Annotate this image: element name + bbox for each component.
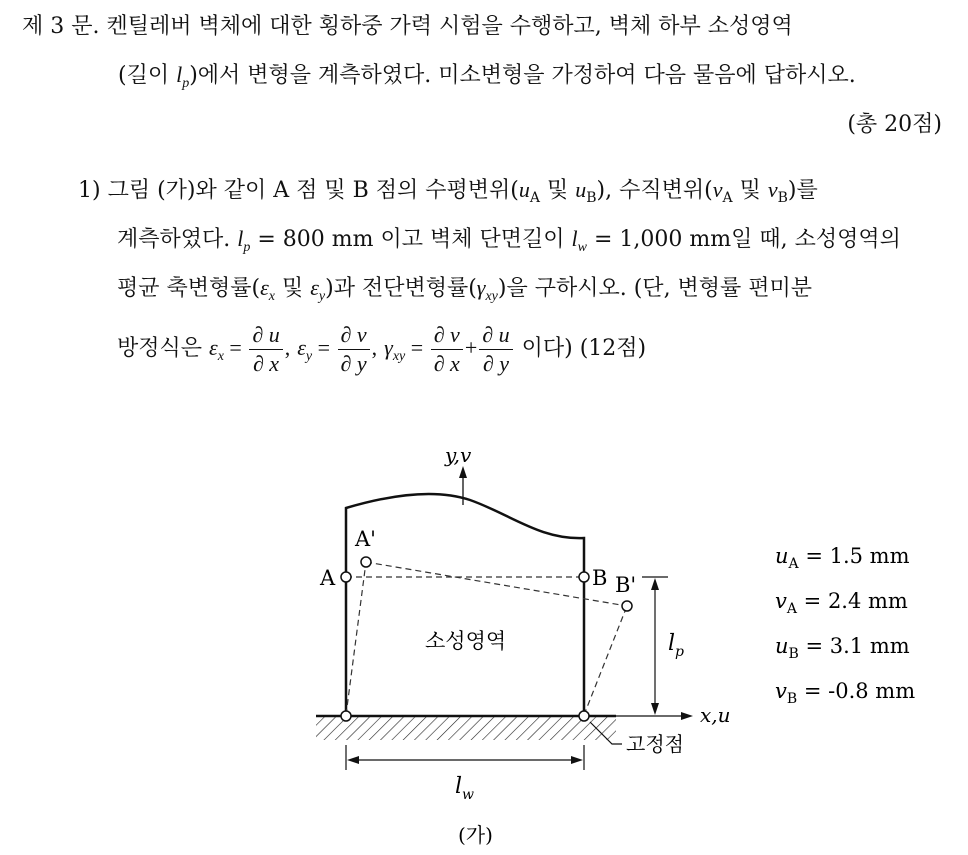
numerator: ∂ v [431, 321, 463, 350]
ground-hatch [316, 716, 616, 740]
text: 방정식은 [117, 336, 210, 361]
wall-outline [346, 494, 584, 715]
lp-sub: p [675, 644, 685, 660]
base-point-left [341, 711, 351, 721]
lp-var: l [668, 631, 676, 656]
point-A [341, 572, 351, 582]
text: 및 [732, 178, 768, 203]
text: )에서 변형을 계측하였다. 미소변형을 가정하여 다음 물음에 답하시오. [189, 63, 856, 88]
eq-epsilon-x: $\varepsilon_x$ = $\frac{\partial u}{\partial x}$ , [209, 322, 291, 377]
var: ε [209, 335, 218, 360]
sub: A [529, 190, 540, 206]
lw-label [455, 774, 474, 803]
denominator: ∂ y [340, 351, 367, 377]
text: )을 구하시오. (단, 변형률 편미분 [497, 276, 813, 301]
sub: A [788, 556, 799, 572]
var: ε [260, 275, 269, 300]
denominator: ∂ x [252, 351, 280, 377]
denominator: ∂ y [482, 351, 509, 377]
var: u [518, 177, 530, 202]
lp-var: l [176, 62, 183, 87]
sub: B [777, 190, 788, 206]
text: 그림 (가)와 같이 A 점 및 B 점의 수평변위( [107, 178, 519, 203]
numerator: ∂ u [479, 321, 512, 350]
var: l [237, 226, 244, 251]
sub: p [243, 240, 251, 255]
numerator: ∂ u [249, 321, 282, 350]
text: 평균 축변형률( [117, 276, 261, 301]
lp-label [668, 631, 684, 660]
text: 계측하였다. [117, 227, 238, 252]
var: v [767, 177, 778, 202]
val: = 1.5 mm [798, 544, 910, 568]
lw-sub: w [462, 787, 475, 803]
var: ε [297, 335, 306, 360]
base-point-right [579, 711, 589, 721]
text: )를 [787, 178, 818, 203]
eq-gamma-xy: $\gamma_{xy}$ = $\frac{\partial v}{\partial x}$ + $\frac{\partial u}{\partial y}$ [384, 335, 514, 360]
numerator: ∂ v [338, 321, 370, 350]
uB-value [775, 634, 910, 662]
text: = 1,000 mm일 때, 소성영역의 [586, 227, 901, 252]
sub: B [586, 190, 597, 206]
val: = 2.4 mm [797, 589, 908, 613]
val: = -0.8 mm [797, 679, 916, 703]
sub: x [217, 349, 224, 364]
text: 이다) (12점) [521, 336, 647, 361]
var: u [775, 544, 789, 568]
problem-text-1: 켄틸레버 벽체에 대한 횡하중 가력 시험을 수행하고, 벽체 하부 소성영역 [106, 14, 793, 39]
text: 및 [274, 276, 311, 301]
text: ), 수직변위( [596, 178, 713, 203]
label-B: B [592, 566, 608, 590]
text: = 800 mm 이고 벽체 단면길이 [250, 227, 572, 252]
label-A-prime: A' [355, 527, 376, 551]
var: l [571, 226, 578, 251]
displacement-values [775, 544, 915, 707]
point-B [579, 572, 589, 582]
lp-arrow-top [651, 578, 659, 590]
sub: B [786, 691, 798, 707]
plastic-region-label: 소성영역 [425, 629, 507, 653]
var: v [775, 679, 787, 703]
sub: xy [485, 289, 498, 304]
sub: A [786, 601, 797, 617]
label-A: A [320, 566, 336, 590]
fixed-point-label: 고정점 [626, 732, 684, 756]
sub: y [318, 289, 326, 304]
sub: A [722, 190, 733, 206]
dashed-A'B' [366, 562, 627, 606]
lw-var: l [455, 774, 463, 799]
var: v [712, 177, 723, 202]
dashed-right-deformed [584, 606, 627, 715]
lp-arrow-bottom [651, 703, 659, 715]
y-axis-label: y,v [445, 443, 472, 467]
sub: w [577, 240, 587, 255]
sub: xy [392, 349, 406, 364]
lw-arrow-left [347, 756, 359, 764]
point-A-prime [361, 557, 371, 567]
sub: B [788, 646, 799, 662]
text: 및 [540, 178, 576, 203]
var: γ [476, 275, 486, 300]
var: ε [310, 275, 319, 300]
text: (길이 [118, 63, 177, 88]
x-axis-arrowhead [681, 712, 693, 720]
figure-caption: (가) [458, 823, 493, 847]
eq-epsilon-y: $\varepsilon_y$ = $\frac{\partial v}{\partial y}$ , [297, 322, 378, 377]
lw-arrow-right [571, 756, 583, 764]
q1-number: 1) [78, 178, 101, 203]
vB-value [775, 679, 915, 707]
point-B-prime [622, 601, 632, 611]
problem-number: 제 3 문. [22, 14, 100, 39]
label-B-prime: B' [615, 573, 637, 597]
text: )과 전단변형률( [325, 276, 477, 301]
var: u [775, 634, 789, 658]
var: v [775, 589, 787, 613]
vA-value [775, 589, 908, 617]
lp-sub: p [182, 76, 190, 91]
points-text: (총 20점) [847, 112, 942, 137]
var: γ [384, 335, 393, 360]
dashed-left-deformed [346, 562, 366, 715]
var: u [575, 177, 587, 202]
denominator: ∂ x [433, 351, 460, 377]
sub: x [268, 289, 275, 304]
x-axis-label: x,u [700, 703, 731, 727]
y-axis-arrowhead [459, 466, 467, 478]
sub: y [305, 349, 313, 364]
val: = 3.1 mm [798, 634, 910, 658]
uA-value [775, 544, 910, 572]
